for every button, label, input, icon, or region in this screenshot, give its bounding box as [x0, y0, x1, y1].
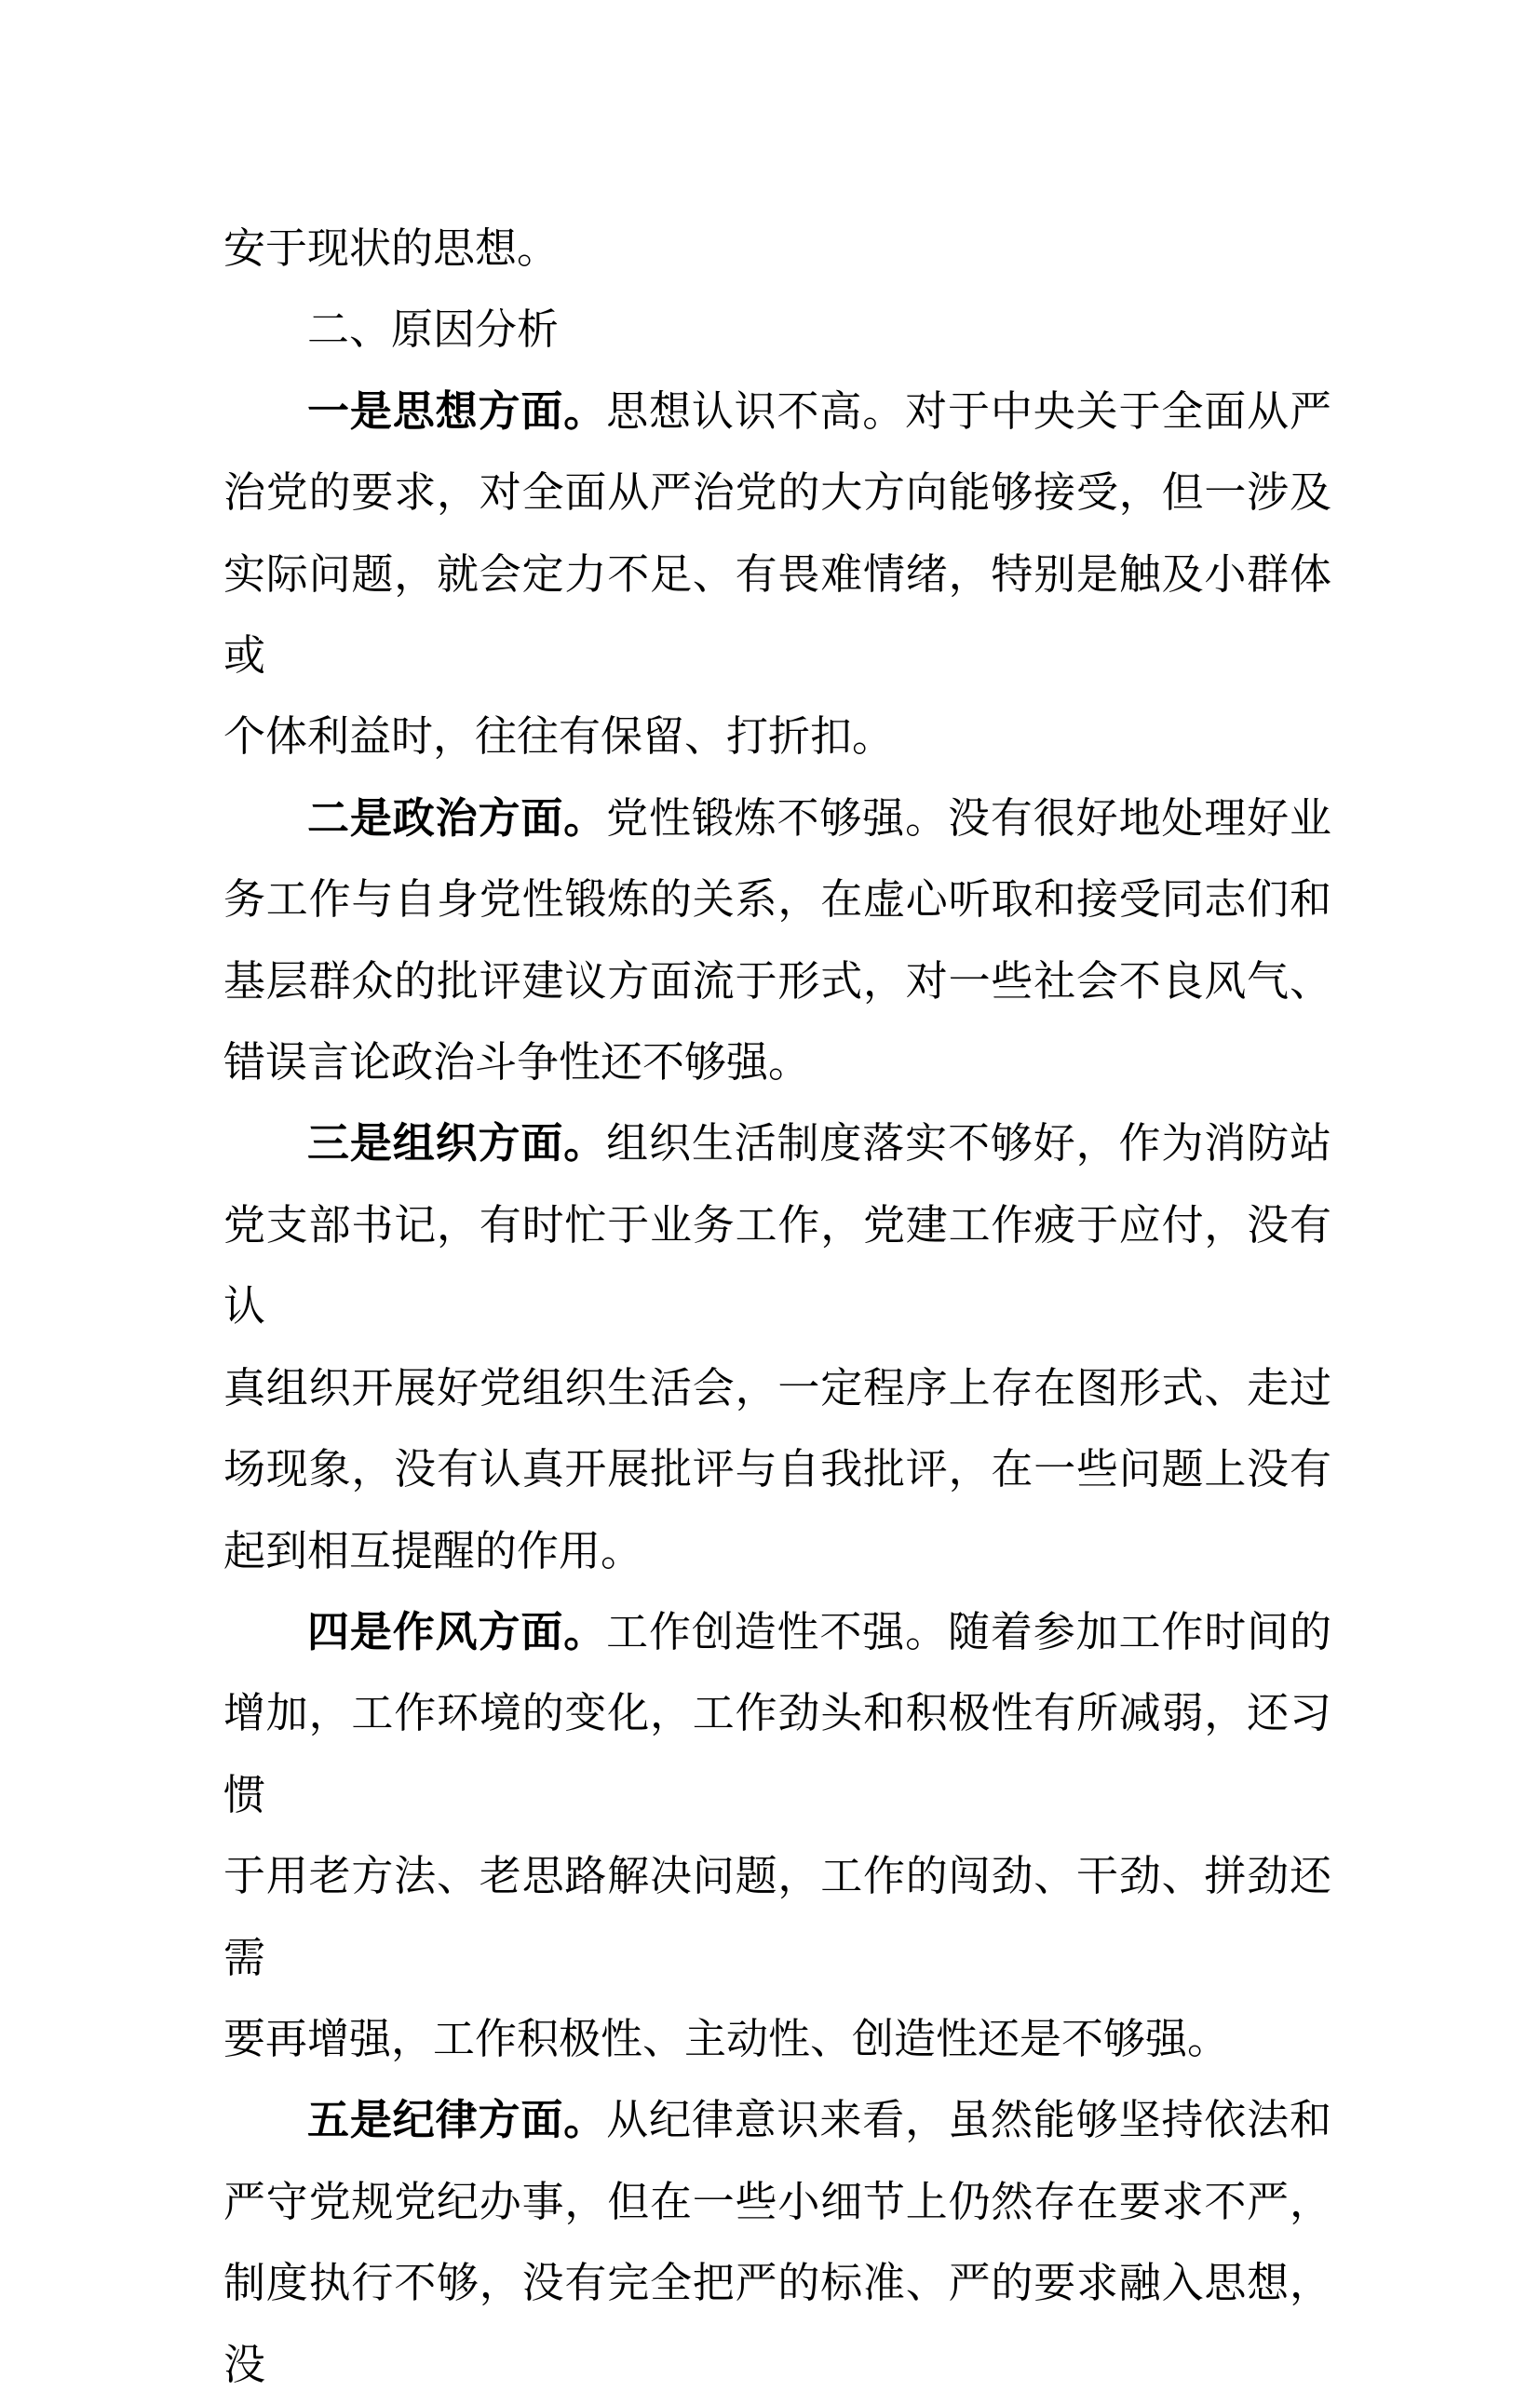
line-text: 思想认识不高。对于中央关于全面从严 — [606, 385, 1331, 436]
line-text: 务工作与自身党性锻炼的关系，在虚心听取和接受同志们和 — [223, 874, 1331, 925]
text-line — [223, 452, 1331, 533]
bold-lead: 三是组织方面。 — [307, 1118, 607, 1169]
line-text: 要再增强，工作积极性、主动性、创造性还是不够强。 — [223, 2013, 1230, 2063]
line-text: 二、原因分析 — [307, 304, 560, 355]
line-text: 基层群众的批评建议方面流于形式，对一些社会不良风气、 — [223, 955, 1331, 1006]
text-line — [223, 858, 1331, 939]
line-text: 真组织开展好党组织生活会，一定程序上存在图形式、走过 — [223, 1362, 1331, 1412]
bold-lead: 一是思想方面。 — [307, 385, 607, 436]
section-heading-line — [223, 1102, 1331, 1183]
bold-lead: 四是作风方面。 — [307, 1606, 607, 1656]
text-line — [223, 1672, 1331, 1835]
text-line — [223, 1347, 1331, 1428]
line-text: 工作创造性不强。随着参加工作时间的 — [606, 1606, 1331, 1656]
text-line — [223, 1021, 1331, 1102]
bold-lead: 五是纪律方面。 — [307, 2095, 607, 2145]
text-line — [223, 696, 1331, 777]
document-page — [223, 0, 1331, 2405]
line-text: 严守党规党纪办事，但在一些小细节上仍然存在要求不严， — [223, 2176, 1331, 2226]
line-text: 安于现状的思想。 — [223, 223, 560, 273]
text-line — [223, 289, 1331, 370]
line-text: 从纪律意识来看，虽然能够坚持依法和 — [606, 2095, 1331, 2145]
text-line — [223, 1510, 1331, 1591]
line-text: 治党的要求，对全面从严治党的大方向能够接受，但一涉及 — [223, 467, 1331, 518]
line-text: 增加，工作环境的变化，工作劲头和积极性有所减弱，还习惯 — [223, 1688, 1331, 1819]
line-text: 错误言论政治斗争性还不够强。 — [223, 1037, 811, 1088]
text-line — [223, 534, 1331, 696]
line-text: 党性锻炼不够强。没有很好地处理好业 — [606, 792, 1331, 843]
section-heading-line — [223, 2079, 1331, 2160]
line-text: 场现象，没有认真开展批评与自我批评，在一些问题上没有 — [223, 1444, 1331, 1494]
line-text: 制度执行不够，没有完全把严的标准、严的要求融入思想，没 — [223, 2258, 1331, 2389]
line-text: 于用老方法、老思路解决问题，工作的闯劲、干劲、拼劲还需 — [223, 1851, 1331, 1982]
line-text: 实际问题，就会定力不足、有畏难情绪，特别是触及小群体或 — [223, 548, 1331, 681]
section-heading-line — [223, 1591, 1331, 1672]
bold-lead: 二是政治方面。 — [307, 792, 607, 843]
line-text: 党支部书记，有时忙于业务工作，党建工作疲于应付，没有认 — [223, 1199, 1331, 1331]
line-text: 个体利益时，往往有保留、打折扣。 — [223, 711, 895, 762]
line-text: 起到相互提醒的作用。 — [223, 1525, 643, 1575]
line-text: 组织生活制度落实不够好，作为消防站 — [606, 1118, 1331, 1169]
text-line — [223, 1835, 1331, 1998]
text-line — [223, 1184, 1331, 1347]
text-line — [223, 2161, 1331, 2242]
text-line — [223, 1428, 1331, 1509]
section-heading-line — [223, 371, 1331, 452]
text-line — [223, 940, 1331, 1021]
text-line — [223, 2242, 1331, 2405]
section-heading-line — [223, 777, 1331, 858]
text-line — [223, 208, 1331, 289]
text-line — [223, 1998, 1331, 2079]
